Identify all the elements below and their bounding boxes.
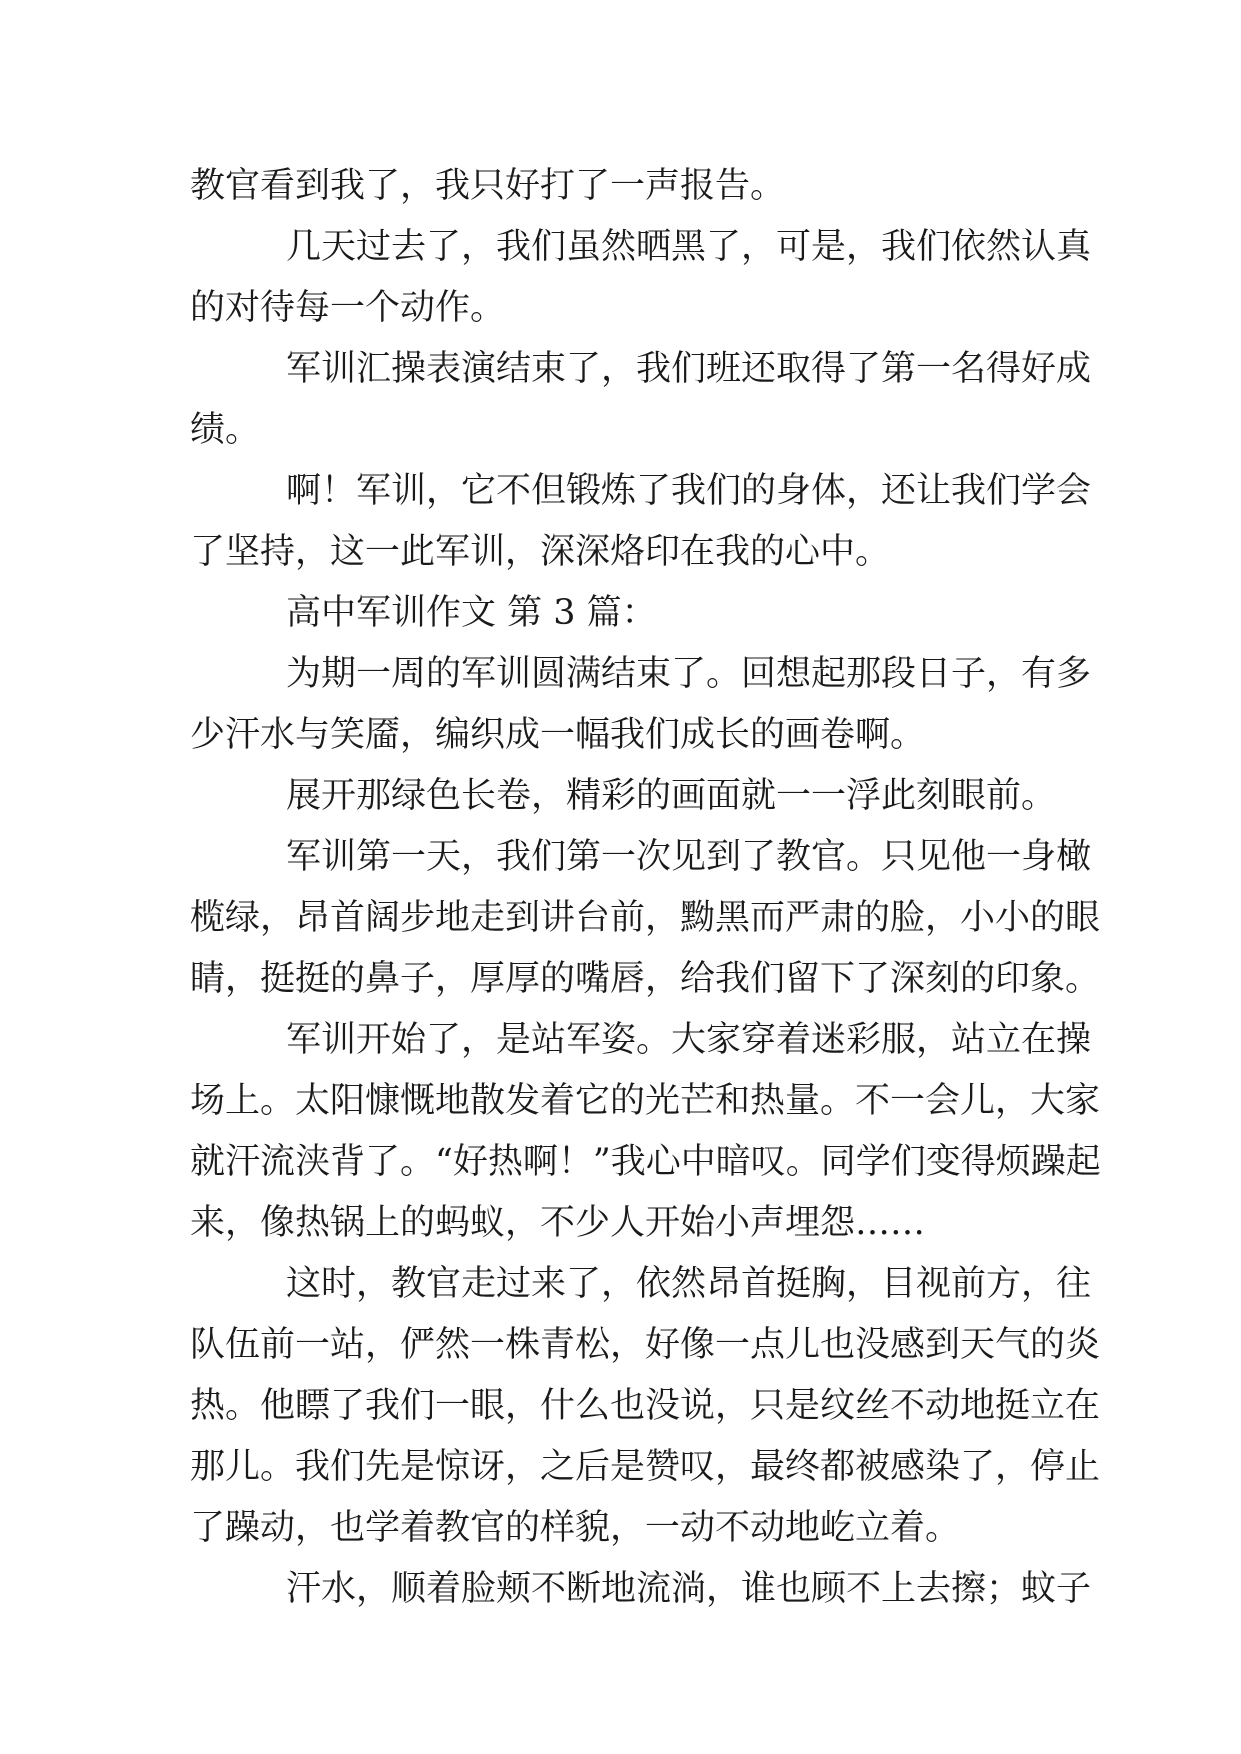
text-line: 场上。太阳慷慨地散发着它的光芒和热量。不一会儿，大家 (190, 1081, 1101, 1121)
text-line: 热。他瞟了我们一眼，什么也没说，只是纹丝不动地挺立在 (190, 1386, 1101, 1426)
text-line: 了坚持，这一此军训，深深烙印在我的心中。 (190, 532, 891, 572)
document-body (190, 156, 1101, 1620)
paragraph-first-line: 啊！军训，它不但锻炼了我们的身体，还让我们学会 (286, 471, 1092, 511)
paragraph-first-line: 高中军训作文 第 3 篇： (286, 593, 657, 633)
paragraph-first-line: 展开那绿色长卷，精彩的画面就一一浮此刻眼前。 (286, 776, 1057, 816)
text-line: 来，像热锅上的蚂蚁，不少人开始小声埋怨…… (190, 1203, 926, 1243)
text-line: 就汗流浃背了。“好热啊！”我心中暗叹。同学们变得烦躁起 (190, 1142, 1101, 1182)
paragraph-first-line: 军训开始了，是站军姿。大家穿着迷彩服，站立在操 (286, 1020, 1092, 1060)
paragraph-first-line: 军训第一天，我们第一次见到了教官。只见他一身橄 (286, 837, 1092, 877)
paragraph-first-line: 几天过去了，我们虽然晒黑了，可是，我们依然认真 (286, 227, 1092, 267)
text-line: 少汗水与笑靥，编织成一幅我们成长的画卷啊。 (190, 715, 926, 755)
text-line: 教官看到我了，我只好打了一声报告。 (190, 166, 786, 206)
paragraph-first-line: 汗水，顺着脸颊不断地流淌，谁也顾不上去擦；蚊子 (286, 1569, 1092, 1609)
text-line: 睛，挺挺的鼻子，厚厚的嘴唇，给我们留下了深刻的印象。 (190, 959, 1101, 999)
text-line: 绩。 (190, 410, 261, 450)
paragraph-first-line: 为期一周的军训圆满结束了。回想起那段日子，有多 (286, 654, 1092, 694)
text-line: 队伍前一站，俨然一株青松，好像一点儿也没感到天气的炎 (190, 1325, 1101, 1365)
text-line: 那儿。我们先是惊讶，之后是赞叹，最终都被感染了，停止 (190, 1447, 1101, 1487)
paragraph-first-line: 这时，教官走过来了，依然昂首挺胸，目视前方，往 (286, 1264, 1092, 1304)
text-line: 榄绿，昂首阔步地走到讲台前，黝黑而严肃的脸，小小的眼 (190, 898, 1101, 938)
text-line: 的对待每一个动作。 (190, 288, 506, 328)
paragraph-first-line: 军训汇操表演结束了，我们班还取得了第一名得好成 (286, 349, 1092, 389)
text-line: 了躁动，也学着教官的样貌，一动不动地屹立着。 (190, 1508, 961, 1548)
